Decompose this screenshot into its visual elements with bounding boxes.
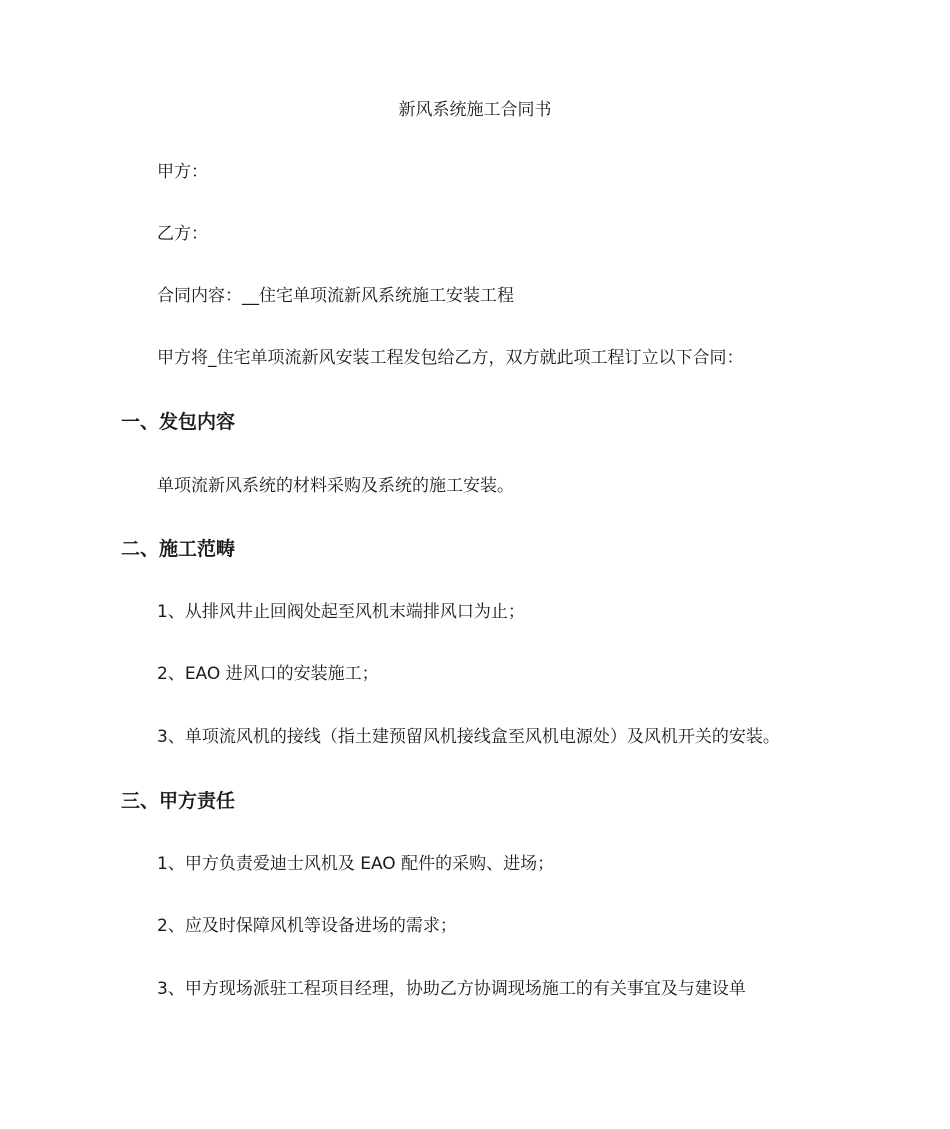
section-3-item-1: 1、甲方负责爱迪士风机及 EAO 配件的采购、进场；	[157, 854, 555, 874]
section-2-item-3: 3、单项流风机的接线（指土建预留风机接线盒至风机电源处）及风机开关的安装。	[157, 727, 780, 747]
intro-paragraph: 甲方将_住宅单项流新风安装工程发包给乙方，双方就此项工程订立以下合同：	[157, 348, 744, 368]
section-3-item-3: 3、甲方现场派驻工程项目经理，协助乙方协调现场施工的有关事宜及与建设单	[157, 979, 746, 999]
section-3-item-2: 2、应及时保障风机等设备进场的需求；	[157, 916, 457, 936]
section-2-item-1: 1、从排风井止回阀处起至风机末端排风口为止；	[157, 602, 525, 622]
contract-content-line: 合同内容：__住宅单项流新风系统施工安装工程	[157, 286, 514, 306]
section-2-item-2: 2、EAO 进风口的安装施工；	[157, 664, 379, 684]
document-title: 新风系统施工合同书	[398, 100, 552, 120]
section-heading-2: 二、施工范畴	[121, 538, 236, 560]
party-a-line: 甲方：	[157, 162, 208, 182]
section-heading-1: 一、发包内容	[121, 411, 236, 433]
section-heading-3: 三、甲方责任	[121, 790, 236, 812]
section-1-item-1: 单项流新风系统的材料采购及系统的施工安装。	[157, 476, 514, 496]
party-b-line: 乙方：	[157, 224, 208, 244]
